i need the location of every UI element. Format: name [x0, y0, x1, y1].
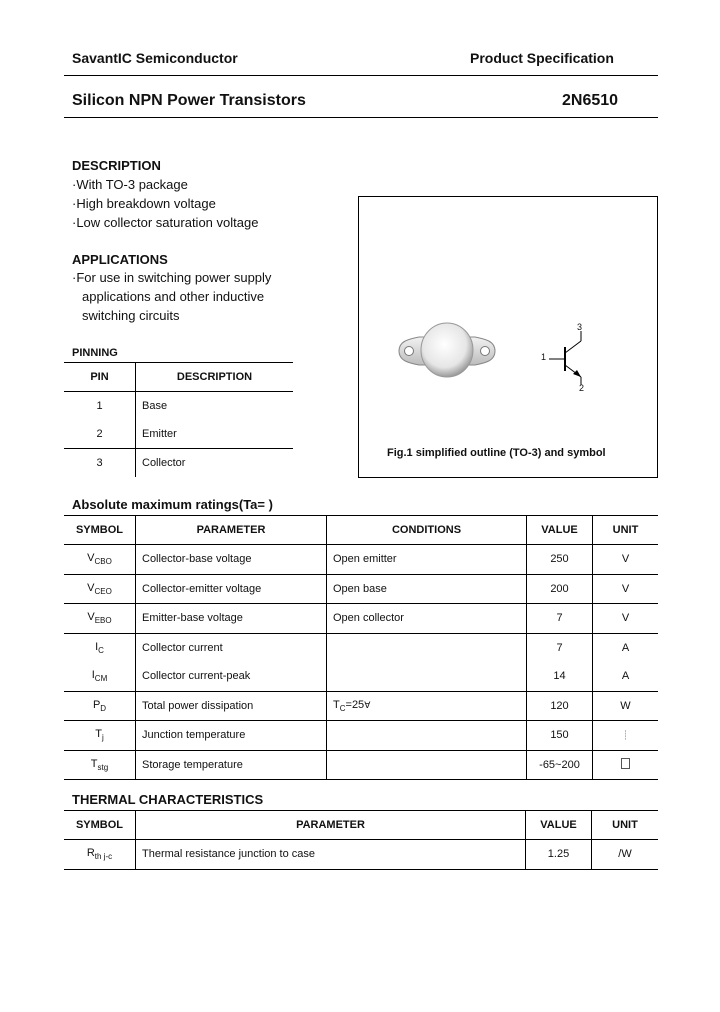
parameter-cell: Storage temperature: [136, 750, 327, 780]
parameter-cell: Thermal resistance junction to case: [136, 840, 526, 870]
symbol-cell: $T_{stg}$: [64, 750, 136, 780]
table-row: [64, 840, 658, 870]
table-row: [64, 633, 658, 662]
unit-cell: /W: [592, 840, 659, 870]
conditions-cell: [327, 633, 527, 662]
symbol-cell: $R_{th j-c}$: [64, 840, 136, 870]
value-cell: 150: [527, 721, 593, 751]
parameter-header: PARAMETER: [136, 811, 526, 840]
conditions-cell: [327, 750, 527, 780]
conditions-header: CONDITIONS: [327, 516, 527, 545]
product-line: Silicon NPN Power Transistors: [72, 92, 306, 109]
conditions-cell: $T_C=25\forall$: [327, 691, 527, 721]
figure-caption: Fig.1 simplified outline (TO-3) and symbol: [387, 447, 606, 459]
table-row: [64, 420, 293, 449]
unit-cell: V: [593, 545, 659, 575]
pin-number: 2: [96, 428, 103, 440]
parameter-cell: Collector current: [136, 633, 327, 662]
ratings-table: [64, 515, 658, 780]
pin-description-header: DESCRIPTION: [136, 363, 294, 392]
unit-cell: V: [593, 604, 659, 634]
applications-text: [72, 268, 271, 325]
description-item: ·High breakdown voltage: [72, 196, 216, 211]
parameter-cell: Collector-emitter voltage: [136, 574, 327, 604]
doc-type: Product Specification: [470, 50, 614, 66]
value-header: VALUE: [526, 811, 592, 840]
value-cell: 1.25: [526, 840, 592, 870]
symbol-cell: $V_{CEO}$: [64, 574, 136, 604]
description-title: DESCRIPTION: [72, 158, 161, 173]
pinning-table: [64, 362, 293, 477]
table-row: [64, 750, 658, 780]
pin-header: PIN: [64, 363, 136, 392]
title-divider: [64, 117, 658, 118]
value-cell: 7: [527, 604, 593, 634]
value-cell: 14: [527, 662, 593, 691]
figure-box: [358, 196, 658, 478]
thermal-table: [64, 810, 658, 870]
value-cell: 250: [527, 545, 593, 575]
applications-line: applications and other inductive: [82, 289, 265, 304]
symbol-cell: $I_C$: [95, 640, 104, 655]
table-row: [64, 662, 658, 691]
table-row: [64, 721, 658, 751]
symbol-cell: $V_{EBO}$: [64, 604, 136, 634]
description-item: ·Low collector saturation voltage: [72, 215, 259, 230]
applications-line: ·For use in switching power supply: [72, 270, 272, 285]
to3-package-outline: [393, 315, 501, 385]
parameter-cell: Collector current-peak: [136, 662, 327, 691]
parameter-cell: Collector-base voltage: [136, 545, 327, 575]
table-row: [64, 449, 293, 478]
part-number: 2N6510: [562, 92, 619, 109]
table-row: [64, 545, 658, 575]
pin-description: Emitter: [136, 420, 294, 449]
unit-cell: ┊: [593, 721, 659, 751]
table-row: [64, 691, 658, 721]
unit-cell: V: [593, 574, 659, 604]
pin-number: 1: [96, 400, 103, 412]
pin-description: Base: [136, 392, 294, 421]
pinning-title: PINNING: [72, 347, 118, 359]
pin-number: 3: [96, 457, 103, 469]
table-row: [64, 604, 658, 634]
parameter-cell: Emitter-base voltage: [136, 604, 327, 634]
header-divider: [64, 75, 658, 76]
conditions-cell: Open collector: [327, 604, 527, 634]
conditions-cell: [327, 662, 527, 691]
table-row: [64, 392, 293, 421]
symbol-header: SYMBOL: [64, 516, 136, 545]
pin-label-base: 1: [541, 352, 547, 362]
conditions-cell: Open emitter: [327, 545, 527, 575]
symbol-cell: $T_j$: [64, 721, 136, 751]
unit-cell: A: [593, 662, 659, 691]
company-name: SavantIC Semiconductor: [72, 50, 238, 66]
pin-description: Collector: [136, 449, 294, 478]
symbol-cell: $V_{CBO}$: [64, 545, 136, 575]
conditions-cell: [327, 721, 527, 751]
symbol-cell: $P_D$: [64, 691, 136, 721]
description-list: [72, 175, 258, 232]
value-cell: 7: [527, 633, 593, 662]
unit-cell: A: [593, 633, 659, 662]
table-row: [64, 574, 658, 604]
value-cell: 200: [527, 574, 593, 604]
pin-label-emitter: 2: [579, 383, 585, 393]
parameter-header: PARAMETER: [136, 516, 327, 545]
unit-cell: [593, 750, 659, 780]
value-cell: 120: [527, 691, 593, 721]
description-item: ·With TO-3 package: [72, 177, 188, 192]
conditions-cell: Open base: [327, 574, 527, 604]
thermal-title: THERMAL CHARACTERISTICS: [72, 792, 264, 807]
symbol-cell: $I_{CM}$: [64, 662, 136, 691]
unit-header: UNIT: [592, 811, 659, 840]
value-header: VALUE: [527, 516, 593, 545]
applications-line: switching circuits: [82, 308, 180, 323]
parameter-cell: Junction temperature: [136, 721, 327, 751]
applications-title: APPLICATIONS: [72, 252, 168, 267]
parameter-cell: Total power dissipation: [136, 691, 327, 721]
pin-label-collector: 3: [577, 322, 583, 332]
symbol-header: SYMBOL: [64, 811, 136, 840]
unit-header: UNIT: [593, 516, 659, 545]
ratings-title: Absolute maximum ratings(Ta= ): [72, 497, 273, 512]
unit-cell: W: [593, 691, 659, 721]
value-cell: -65~200: [527, 750, 593, 780]
